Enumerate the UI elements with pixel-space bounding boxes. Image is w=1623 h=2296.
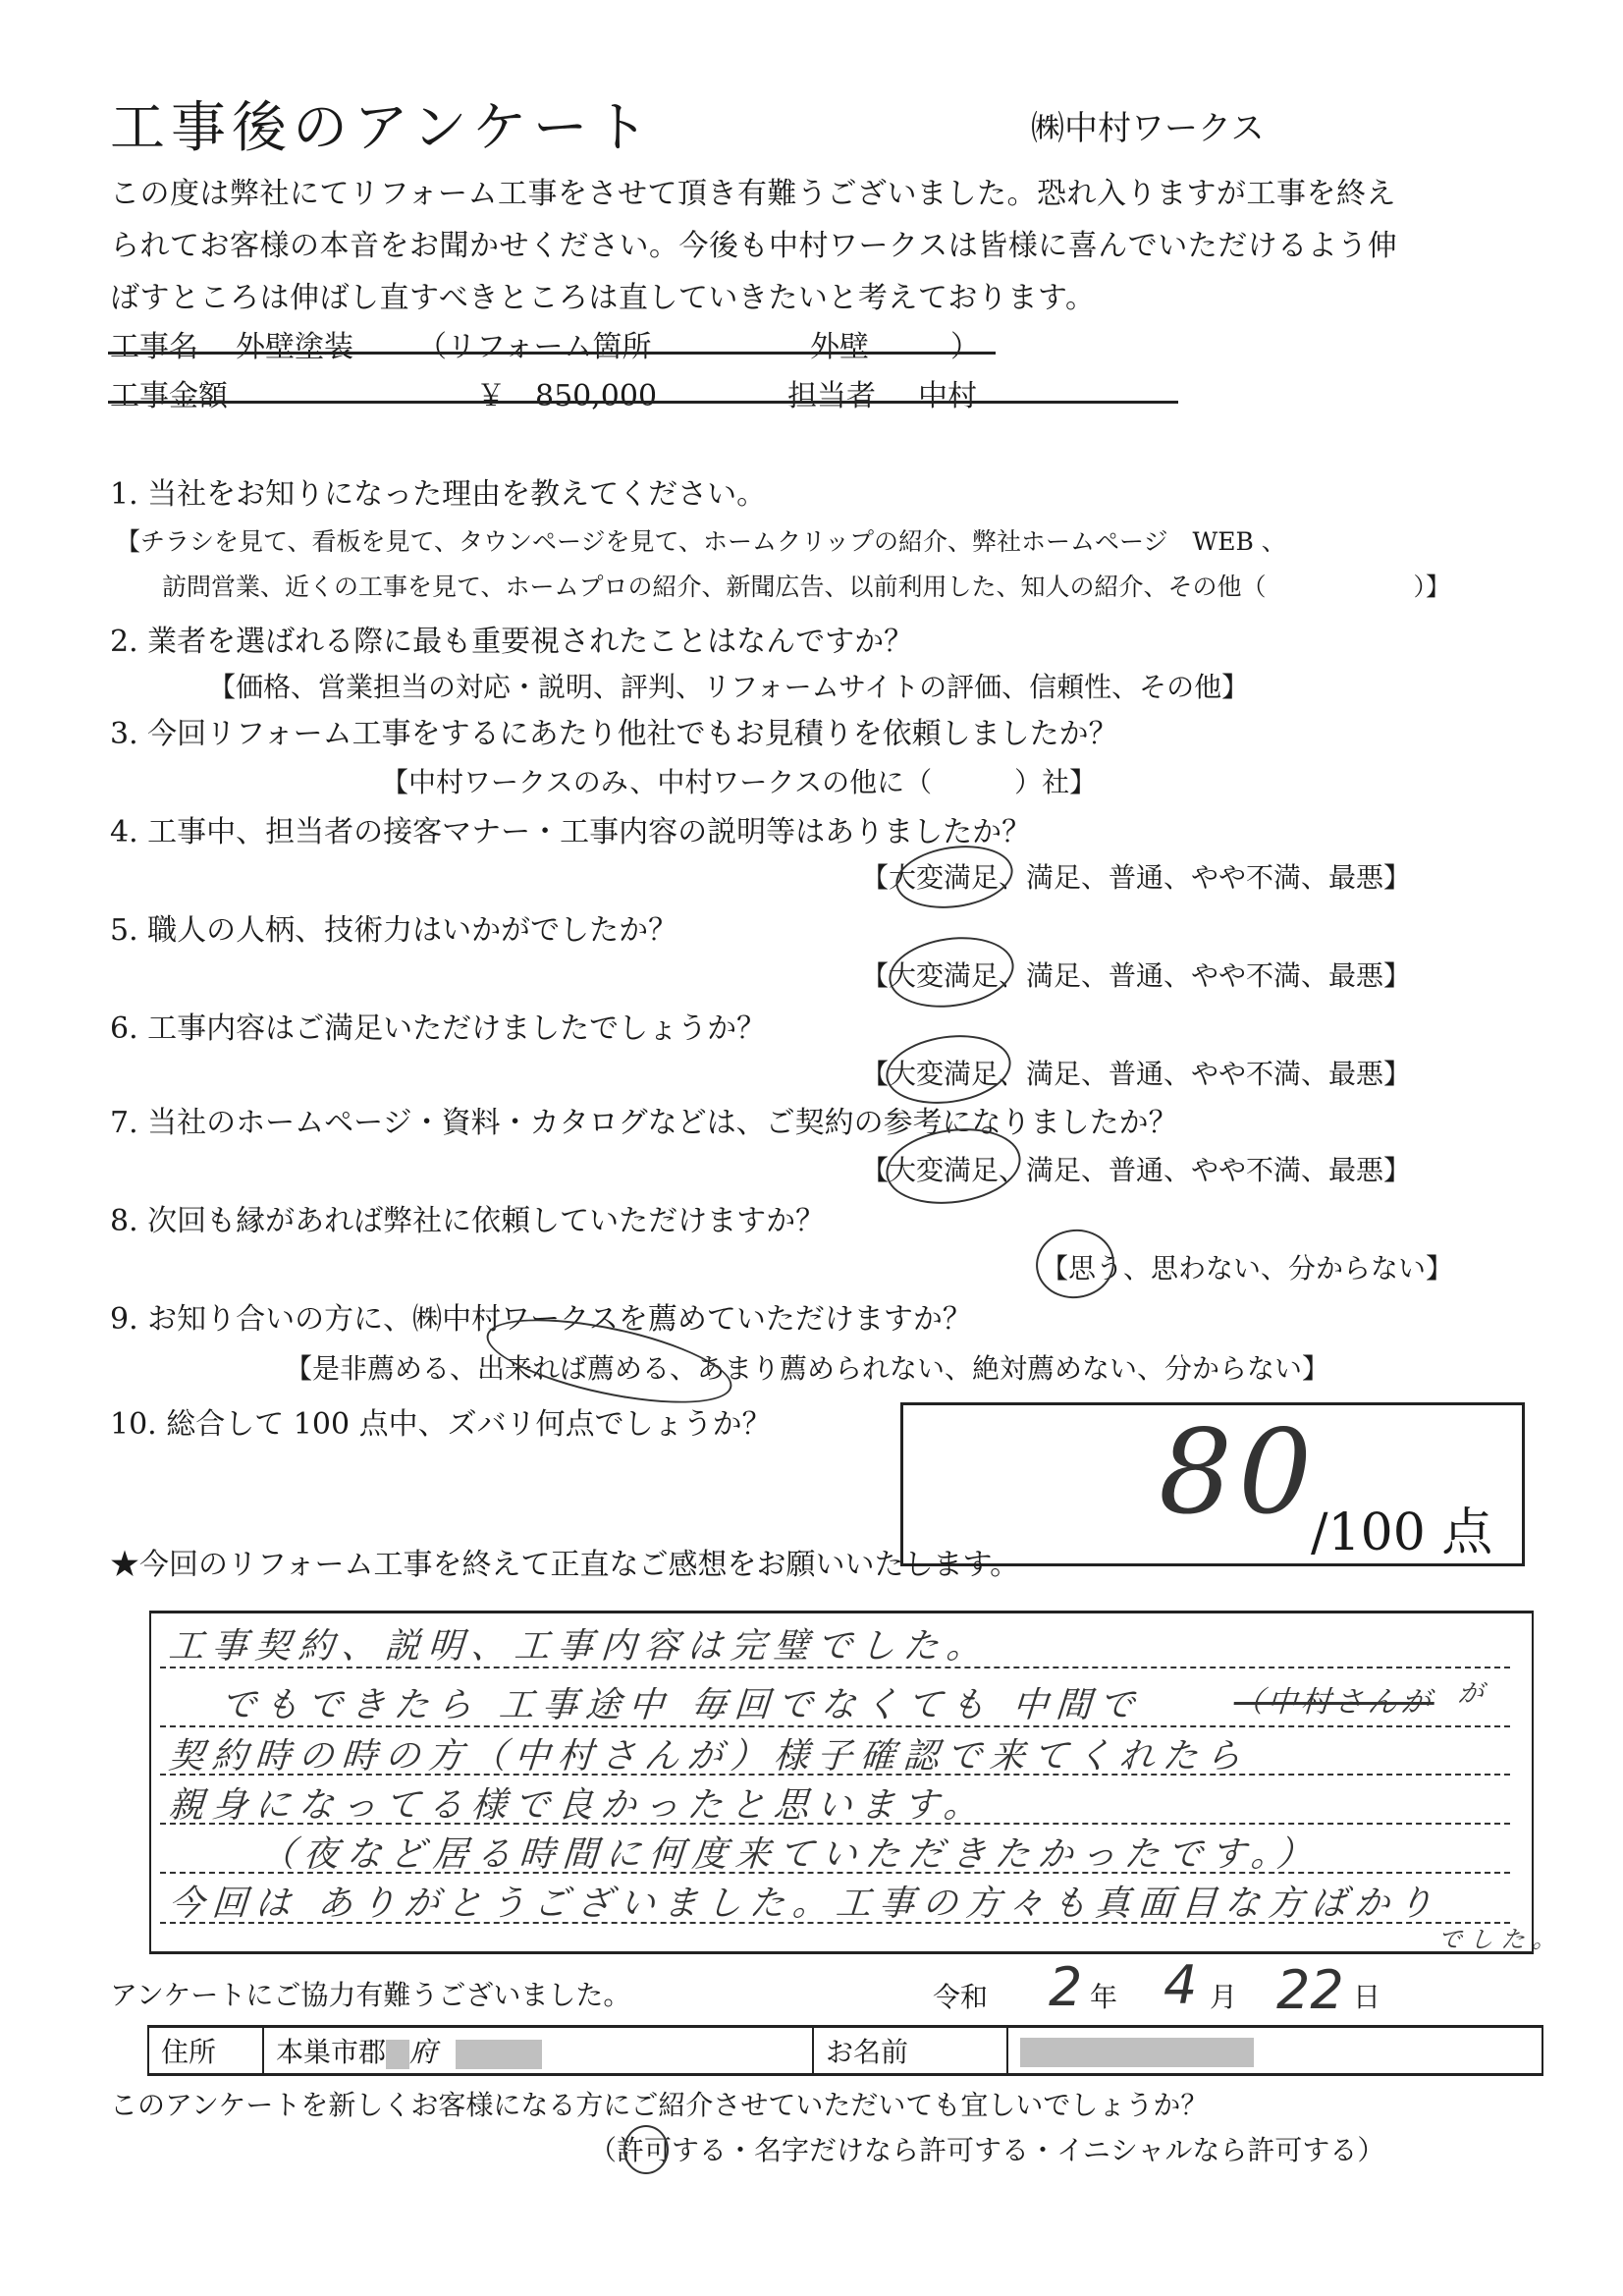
- address-label: 住所: [148, 2027, 263, 2075]
- selected-answer-circle: [623, 2125, 669, 2174]
- comment-line-6: 今回は ありがとうございました。工事の方々も真面目な方ばかり: [167, 1884, 1442, 1924]
- question-text: 工事中、担当者の接客マナー・工事内容の説明等はありましたか？: [147, 815, 1032, 849]
- comment-prompt: ★今回のリフォーム工事を終えて正直なご感想をお願いいたします。: [110, 1548, 1020, 1582]
- intro-line-3: ばすところは伸ばし直すべきところは直していきたいと考えております。: [110, 281, 1096, 315]
- date-day-value: 22: [1276, 1959, 1344, 2021]
- selected-answer-circle: [885, 929, 1018, 1014]
- question-text: 業者を選ばれる際に最も重要視されたことはなんですか？: [147, 625, 914, 659]
- reform-location-label: （リフォーム箇所: [417, 330, 652, 364]
- question-number: 9.: [110, 1302, 138, 1337]
- question-2: [110, 617, 913, 660]
- question-text: お知り合いの方に、㈱中村ワークスを薦めていただけますか？: [147, 1302, 972, 1337]
- redacted-block: [386, 2040, 409, 2069]
- thanks-message: アンケートにご協力有難うございました。: [110, 1979, 631, 2011]
- question-number: 10.: [110, 1407, 157, 1442]
- question-4-options: 【大変満足、満足、普通、やや不満、最悪】: [861, 861, 1412, 894]
- score-value: 80: [1159, 1404, 1319, 1540]
- amount-underline: [108, 401, 1178, 404]
- amount-value: ￥ 850,000: [476, 379, 658, 413]
- redacted-block: [1020, 2038, 1254, 2067]
- question-number: 4.: [110, 815, 138, 849]
- question-5: [110, 905, 677, 949]
- question-text: 当社をお知りになった理由を教えてください。: [147, 477, 767, 512]
- question-number: 7.: [110, 1106, 138, 1140]
- question-6: [110, 1004, 766, 1047]
- reform-location-close: ）: [950, 330, 980, 364]
- date-month-label: 月: [1210, 1981, 1238, 2013]
- question-number: 8.: [110, 1204, 138, 1238]
- question-10: [110, 1399, 772, 1443]
- question-3-options: 【中村ワークスのみ、中村ワークスの他に（ ）社】: [381, 766, 1098, 798]
- question-text: 工事内容はご満足いただけましたでしょうか？: [147, 1011, 767, 1046]
- comment-line-3: 契約時の時の方（中村さんが）様子確認で来てくれたら: [167, 1736, 1251, 1777]
- address-field[interactable]: [263, 2027, 813, 2075]
- question-8: [110, 1196, 825, 1239]
- address-handwritten: 府: [409, 2036, 438, 2068]
- question-number: 1.: [110, 477, 138, 512]
- comment-line-2: でもできたら 工事途中 毎回でなくても 中間で: [219, 1685, 1144, 1725]
- question-number: 3.: [110, 717, 138, 751]
- selected-answer-circle: [1032, 1225, 1119, 1303]
- question-text: 次回も縁があれば弊社に依頼していただけますか？: [147, 1204, 826, 1238]
- question-8-options: 【思う、思わない、分からない】: [1041, 1252, 1454, 1285]
- staff-label: 担当者: [787, 379, 876, 413]
- permission-question: このアンケートを新しくお客様になる方にご紹介させていただいても宜しいでしょうか？: [110, 2089, 1209, 2121]
- question-7-options: 【大変満足、満足、普通、やや不満、最悪】: [861, 1154, 1412, 1186]
- project-name-label: 工事名: [110, 330, 198, 364]
- question-text: 職人の人柄、技術力はいかがでしたか？: [147, 913, 678, 948]
- question-1: [110, 469, 766, 513]
- comment-struck-text: （中村さんが: [1232, 1685, 1435, 1720]
- question-2-options: 【価格、営業担当の対応・説明、評判、リフォームサイトの評価、信頼性、その他】: [208, 671, 1250, 703]
- question-text: 当社のホームページ・資料・カタログなどは、ご契約の参考になりましたか？: [147, 1106, 1178, 1140]
- intro-line-2: られてお客様の本音をお聞かせください。今後も中村ワークスは皆様に喜んでいただけるよう伸: [110, 229, 1398, 263]
- redacted-block: [456, 2040, 542, 2069]
- question-7: [110, 1098, 1178, 1141]
- staff-value: 中村: [918, 379, 977, 413]
- score-max-label: /100 点: [1311, 1503, 1493, 1562]
- address-name-table: [147, 2025, 1543, 2076]
- date-day-label: 日: [1353, 1981, 1381, 2013]
- question-6-options: 【大変満足、満足、普通、やや不満、最悪】: [861, 1058, 1412, 1090]
- intro-line-1: この度は弊社にてリフォーム工事をさせて頂き有難うございました。恐れ入りますが工事を終え: [110, 177, 1396, 211]
- question-number: 2.: [110, 625, 138, 659]
- date-month-value: 4: [1163, 1954, 1198, 2016]
- era-label: 令和: [933, 1981, 989, 2013]
- date-year-label: 年: [1090, 1981, 1118, 2013]
- comment-line-1: 工事契約、説明、工事内容は完璧でした。: [167, 1626, 992, 1667]
- date-year-value: 2: [1049, 1956, 1083, 2018]
- permission-options: （許可する・名字だけなら許可する・イニシャルなら許可する）: [589, 2134, 1385, 2166]
- question-5-options: 【大変満足、満足、普通、やや不満、最悪】: [861, 959, 1412, 992]
- reform-location-value: 外壁: [810, 330, 869, 364]
- question-number: 6.: [110, 1011, 138, 1046]
- amount-label: 工事金額: [110, 379, 228, 413]
- project-name-underline: [108, 352, 996, 355]
- question-text: 今回リフォーム工事をするにあたり他社でもお見積りを依頼しましたか？: [147, 717, 1118, 751]
- comment-line-7: でした。: [1436, 1926, 1565, 1953]
- name-field[interactable]: [1007, 2027, 1542, 2075]
- name-label: お名前: [813, 2027, 1007, 2075]
- project-name-value: 外壁塗装: [236, 330, 353, 364]
- comment-line-4: 親身になってる様で良かったと思います。: [167, 1785, 989, 1826]
- company-name: ㈱中村ワークス: [1031, 109, 1265, 148]
- question-9-options: 【是非薦める、出来れば薦める、あまり薦められない、絶対薦めない、分からない】: [285, 1352, 1330, 1385]
- comment-struck-suffix: が: [1456, 1679, 1492, 1709]
- question-1-options-line-2: 訪問営業、近くの工事を見て、ホームプロの紹介、新聞広告、以前利用した、知人の紹介、その他（ ）】: [162, 573, 1451, 601]
- question-number: 5.: [110, 913, 138, 948]
- question-1-options-line-1: 【チラシを見て、看板を見て、タウンページを見て、ホームクリップの紹介、弊社ホームページ WEB 、: [116, 527, 1286, 556]
- question-3: [110, 709, 1118, 752]
- question-4: [110, 807, 1031, 850]
- page-title: 工事後のアンケート: [110, 96, 655, 160]
- question-text: 総合して 100 点中、ズバリ何点でしょうか？: [166, 1407, 772, 1442]
- address-value: 本巣市郡: [276, 2036, 387, 2068]
- comment-line-5: （夜など居る時間に何度来ていただきたかったです。）: [258, 1834, 1322, 1875]
